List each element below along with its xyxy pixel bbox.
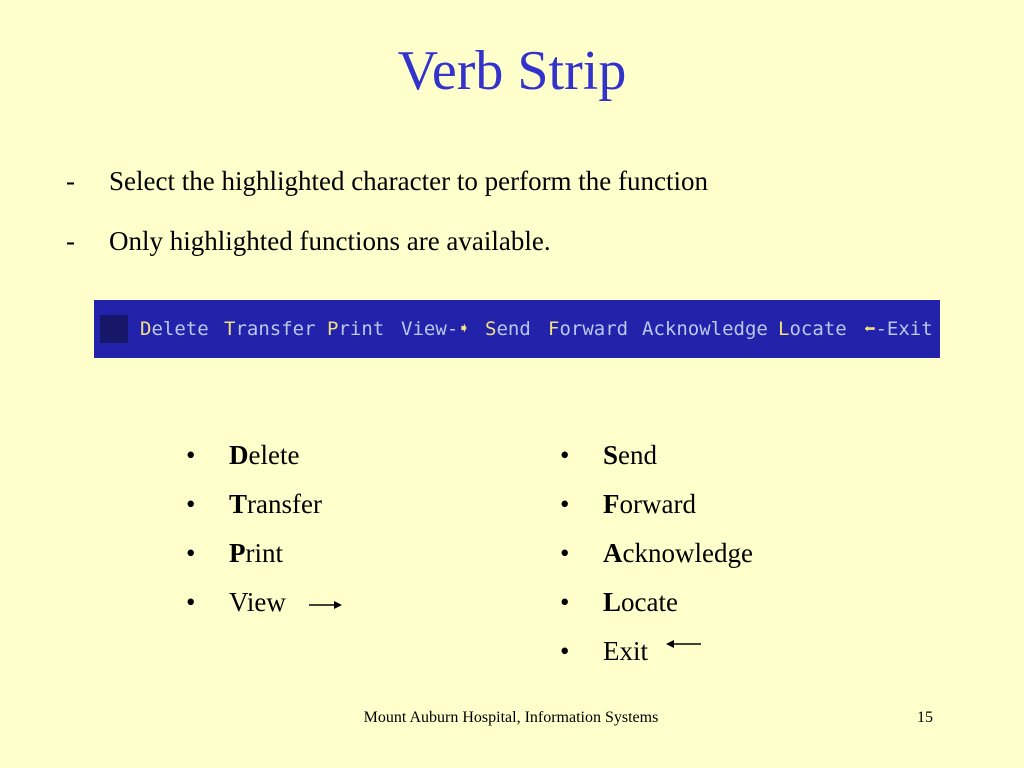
hotkey-letter: P — [229, 538, 246, 568]
verb-forward[interactable] — [548, 316, 628, 342]
verb-label: Acknowledge — [642, 318, 768, 340]
verb-label: View- — [401, 318, 459, 340]
hotkey-letter: D — [229, 440, 249, 470]
hotkey-char: L — [778, 318, 790, 340]
bullet-marker: • — [560, 636, 570, 666]
verb-delete[interactable] — [140, 316, 209, 342]
item-label: orward — [619, 489, 696, 519]
hotkey-char: F — [548, 318, 560, 340]
verb-locate[interactable] — [778, 316, 847, 342]
hotkey-letter: F — [603, 489, 620, 519]
bullet-marker: • — [560, 587, 570, 617]
bullet-marker: • — [560, 440, 570, 470]
verb-transfer[interactable] — [224, 316, 316, 342]
bullet-marker: • — [186, 489, 196, 519]
verb-label: orward — [559, 318, 629, 340]
verb-label: -Exit — [875, 318, 933, 340]
verb-print[interactable] — [327, 316, 384, 342]
verb-exit[interactable] — [864, 316, 933, 342]
verb-send[interactable] — [485, 316, 531, 342]
instruction-text: Only highlighted functions are available. — [109, 226, 551, 256]
verb-label: ocate — [789, 318, 847, 340]
verb-acknowledge[interactable] — [642, 316, 768, 342]
item-label: ocate — [621, 587, 678, 617]
hotkey-char: P — [327, 318, 339, 340]
item-label: View — [229, 587, 286, 617]
hotkey-letter: L — [603, 587, 622, 617]
left-arrow-icon: ⬅ — [864, 318, 876, 340]
verb-label: elete — [151, 318, 209, 340]
bullet-marker: • — [186, 587, 196, 617]
hotkey-letter: S — [603, 440, 619, 470]
item-label: Exit — [603, 636, 648, 666]
dash-marker: - — [66, 166, 75, 196]
item-label: ransfer — [247, 489, 322, 519]
item-label: cknowledge — [622, 538, 753, 568]
item-label: elete — [248, 440, 300, 470]
hotkey-char: S — [485, 318, 497, 340]
hotkey-char: T — [224, 318, 236, 340]
hotkey-letter: A — [603, 538, 623, 568]
hotkey-char: D — [140, 318, 152, 340]
bullet-marker: • — [560, 489, 570, 519]
item-label: end — [618, 440, 658, 470]
cursor-block — [100, 315, 128, 343]
verb-label: ransfer — [235, 318, 316, 340]
bullet-marker: • — [186, 440, 196, 470]
bullet-marker: • — [186, 538, 196, 568]
right-arrow-icon: ➧ — [458, 318, 470, 340]
verb-label: rint — [338, 318, 385, 340]
hotkey-letter: T — [229, 489, 248, 519]
left-arrow-icon — [664, 636, 702, 652]
page-number: 15 — [917, 709, 933, 726]
instruction-text: Select the highlighted character to perform the function — [109, 166, 709, 196]
verb-label: end — [496, 318, 531, 340]
slide-title: Verb Strip — [397, 40, 627, 102]
dash-marker: - — [66, 226, 75, 256]
verb-strip — [94, 300, 940, 358]
verb-view[interactable] — [401, 316, 470, 342]
right-arrow-icon — [308, 597, 344, 613]
item-label: rint — [245, 538, 283, 568]
bullet-marker: • — [560, 538, 570, 568]
footer-organization: Mount Auburn Hospital, Information Systems — [363, 709, 659, 726]
